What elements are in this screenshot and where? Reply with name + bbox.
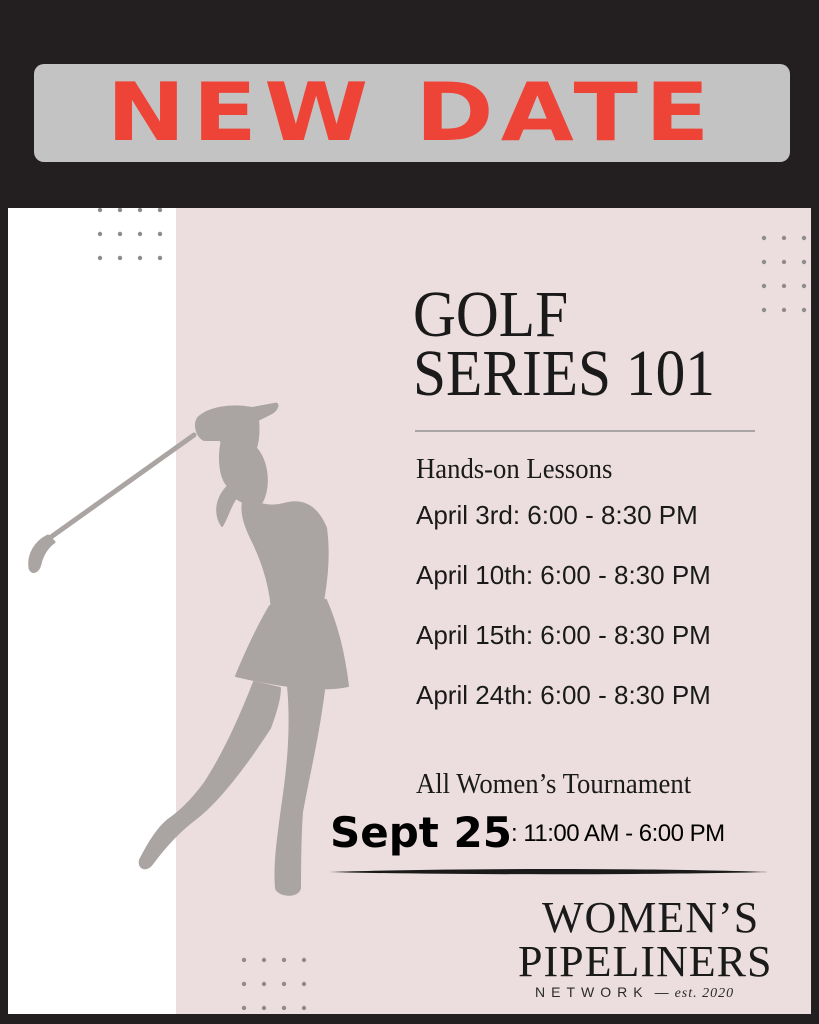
session-date: April 15th: 6:00 - 8:30 PM <box>416 620 711 650</box>
logo-line1: WOMEN’S <box>542 893 760 942</box>
banner-title: NEW DATE <box>106 66 718 159</box>
tournament-heading: All Women’s Tournament <box>416 768 692 800</box>
tournament-date: Sept 25 <box>330 808 512 857</box>
flyer-card <box>8 208 811 1014</box>
dot-grid-bottom-icon <box>238 956 318 1012</box>
lessons-heading: Hands-on Lessons <box>416 453 613 485</box>
logo-line2: PIPELINERS <box>518 937 773 986</box>
logo-established: est. 2020 <box>674 986 735 1001</box>
title-divider <box>415 430 755 432</box>
logo-dash: — <box>654 984 669 1000</box>
event-title-line1: GOLF <box>413 278 569 351</box>
logo-tagline <box>535 984 734 1002</box>
tournament-time: : 11:00 AM - 6:00 PM <box>511 820 725 847</box>
swoosh-divider <box>328 867 768 877</box>
new-date-banner <box>34 64 790 162</box>
dot-grid-top-right-icon <box>760 234 810 314</box>
golfer-silhouette-icon <box>8 208 368 908</box>
session-date: April 10th: 6:00 - 8:30 PM <box>416 560 711 590</box>
event-title-line2: SERIES 101 <box>413 337 715 410</box>
session-date: April 24th: 6:00 - 8:30 PM <box>416 680 711 710</box>
session-date: April 3rd: 6:00 - 8:30 PM <box>416 500 698 530</box>
logo-network: NETWORK <box>535 984 649 1000</box>
